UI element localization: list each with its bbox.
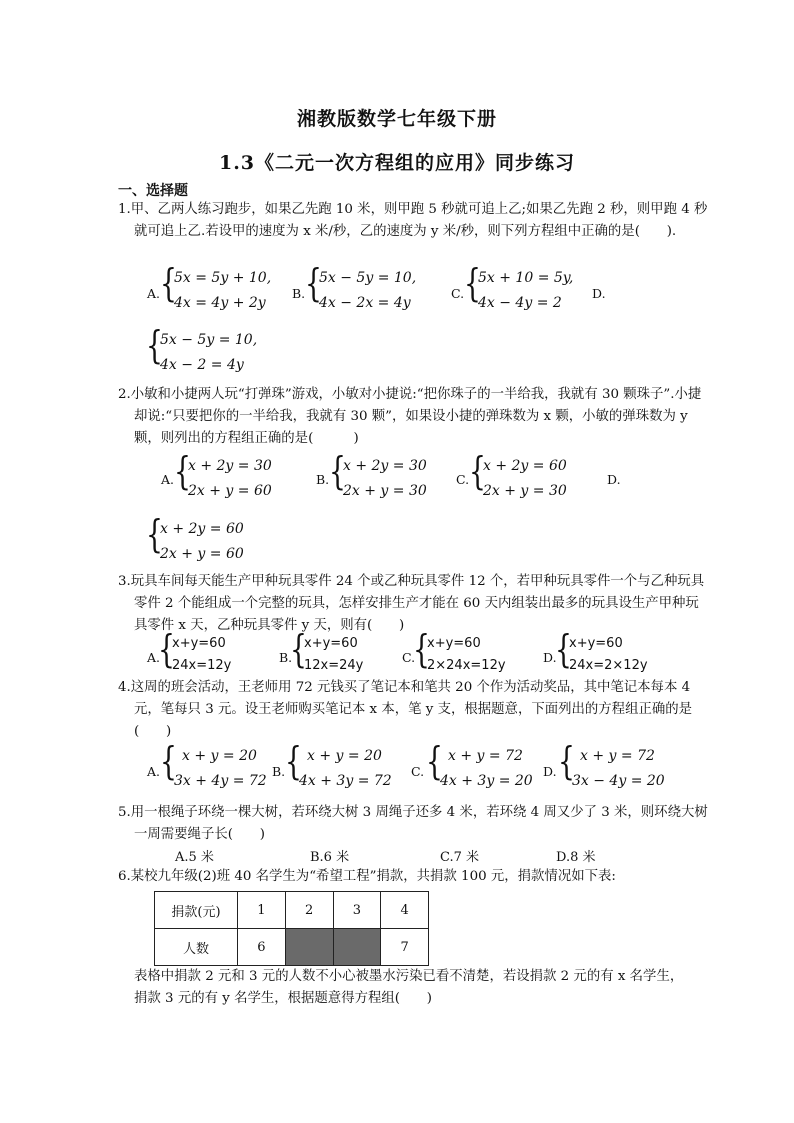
q2-option-d-label: D. — [607, 472, 621, 487]
equation: 4x = 4y + 2y — [174, 295, 266, 311]
equation: 12x=24y — [304, 658, 364, 673]
table-cell: 3 — [333, 892, 381, 929]
equation: 4x − 2x = 4y — [319, 295, 411, 311]
q4-option-d-label: D. — [543, 764, 557, 779]
equation: x + 2y = 30 — [343, 458, 427, 474]
table-header-cell: 捐款(元) — [155, 892, 238, 929]
table-header-cell: 人数 — [155, 929, 238, 966]
table-cell: 2 — [285, 892, 333, 929]
equation: 2x + y = 30 — [483, 483, 567, 499]
q5-option-a: A.5 米 — [175, 850, 214, 865]
table-cell: 1 — [238, 892, 286, 929]
brace-icon: { — [174, 449, 191, 493]
equation: 24x=12y — [172, 658, 232, 673]
table-cell: 4 — [381, 892, 429, 929]
q4-option-a-label: A. — [147, 764, 161, 779]
ink-stain-cell — [333, 929, 381, 966]
q2-option-c-label: C. — [456, 472, 470, 487]
equation: 4x + 3y = 72 — [299, 773, 392, 789]
question-3-text: 3.玩具车间每天能生产甲种玩具零件 24 个或乙种玩具零件 12 个，若甲种玩具零件一个与乙种玩具零件 2 个能组成一个完整的玩具，怎样安排生产才能在 60 天内组装出最多的玩具设生产甲种玩具零件 x 天，乙种玩具零件 y 天，则有( ) — [118, 574, 705, 633]
equation: 4x − 2 = 4y — [160, 357, 244, 373]
equation: x + y = 72 — [580, 748, 655, 764]
q4-option-c-label: C. — [411, 764, 425, 779]
brace-icon: { — [555, 627, 572, 671]
equation: x+y=60 — [427, 636, 481, 651]
document-subtitle: 1.3《二元一次方程组的应用》同步练习 — [218, 152, 576, 174]
equation: x+y=60 — [569, 636, 623, 651]
brace-icon: { — [558, 739, 575, 783]
table-cell: 6 — [238, 929, 286, 966]
question-2-text: 2.小敏和小捷两人玩“打弹珠”游戏，小敏对小捷说:“把你珠子的一半给我，我就有 30 颗珠子”.小捷却说:“只要把你的一半给我，我就有 30 颗”，如果设小捷的弹珠数为 x 颗，小敏的弹珠数为 y 颗，则列出的方程组正确的是( ) — [118, 387, 702, 446]
equation: x + 2y = 60 — [160, 521, 244, 537]
brace-icon: { — [158, 627, 175, 671]
equation: x+y=60 — [172, 636, 226, 651]
table-row — [155, 892, 429, 929]
q1-option-d-label: D. — [592, 286, 606, 301]
q2-option-b-label: B. — [316, 472, 330, 487]
question-4-text: 4.这周的班会活动，王老师用 72 元钱买了笔记本和笔共 20 个作为活动奖品，其中笔记本每本 4 元，笔每只 3 元。设王老师购买笔记本 x 本，笔 y 支，根据题意，下面列出的方程组正确的是( ) — [118, 680, 693, 739]
equation: x + 2y = 30 — [188, 458, 272, 474]
q1-option-a-label: A. — [147, 286, 161, 301]
equation: 5x + 10 = 5y, — [478, 270, 574, 286]
question-6-text: 6.某校九年级(2)班 40 名学生为“希望工程”捐款，共捐款 100 元，捐款情况如下表: — [118, 869, 616, 884]
equation: 3x + 4y = 72 — [174, 773, 267, 789]
q2-option-a-label: A. — [161, 472, 175, 487]
brace-icon: { — [464, 261, 481, 305]
equation: 5x = 5y + 10, — [174, 270, 272, 286]
table-cell: 7 — [381, 929, 429, 966]
q4-option-b-label: B. — [272, 764, 286, 779]
brace-icon: { — [146, 512, 163, 556]
brace-icon: { — [305, 261, 322, 305]
equation: x + y = 72 — [448, 748, 523, 764]
brace-icon: { — [329, 449, 346, 493]
question-5-text: 5.用一根绳子环绕一棵大树，若环绕大树 3 周绳子还多 4 米，若环绕 4 周又少了 3 米，则环绕大树一周需要绳子长( ) — [118, 805, 708, 842]
equation: 24x=2×12y — [569, 658, 648, 673]
equation: 4x − 4y = 2 — [478, 295, 562, 311]
brace-icon: { — [426, 739, 443, 783]
brace-icon: { — [469, 449, 486, 493]
brace-icon: { — [160, 261, 177, 305]
equation: x + y = 20 — [182, 748, 257, 764]
question-6-followup: 表格中捐款 2 元和 3 元的人数不小心被墨水污染已看不清楚，若设捐款 2 元的有 x 名学生，捐款 3 元的有 y 名学生，根据题意得方程组( ) — [134, 969, 684, 1006]
brace-icon: { — [413, 627, 430, 671]
q5-option-c: C.7 米 — [440, 850, 480, 865]
question-1-text: 1.甲、乙两人练习跑步，如果乙先跑 10 米，则甲跑 5 秒就可追上乙;如果乙先跑 2 秒，则甲跑 4 秒就可追上乙.若设甲的速度为 x 米/秒，乙的速度为 y 米/秒，则下列方程组中正确的是( ). — [118, 202, 708, 239]
equation: 5x − 5y = 10, — [319, 270, 417, 286]
equation: x+y=60 — [304, 636, 358, 651]
equation: 2×24x=12y — [427, 658, 506, 673]
equation: 3x − 4y = 20 — [572, 773, 665, 789]
brace-icon: { — [146, 323, 163, 367]
equation: x + y = 20 — [307, 748, 382, 764]
equation: 4x + 3y = 20 — [440, 773, 533, 789]
q3-option-c-label: C. — [402, 650, 416, 665]
q1-option-b-label: B. — [292, 286, 306, 301]
q3-option-a-label: A. — [147, 650, 161, 665]
brace-icon: { — [290, 627, 307, 671]
table-row — [155, 929, 429, 966]
document-title: 湘教版数学七年级下册 — [296, 108, 497, 130]
donation-table — [154, 891, 429, 966]
equation: 2x + y = 60 — [160, 546, 244, 562]
brace-icon: { — [160, 739, 177, 783]
q5-option-b: B.6 米 — [310, 850, 350, 865]
q3-option-d-label: D. — [543, 650, 557, 665]
equation: 2x + y = 30 — [343, 483, 427, 499]
equation: 2x + y = 60 — [188, 483, 272, 499]
ink-stain-cell — [285, 929, 333, 966]
q5-option-d: D.8 米 — [556, 850, 596, 865]
section-heading: 一、选择题 — [118, 183, 188, 199]
equation: 5x − 5y = 10, — [160, 332, 258, 348]
equation: x + 2y = 60 — [483, 458, 567, 474]
brace-icon: { — [285, 739, 302, 783]
q3-option-b-label: B. — [279, 650, 293, 665]
q1-option-c-label: C. — [451, 286, 465, 301]
